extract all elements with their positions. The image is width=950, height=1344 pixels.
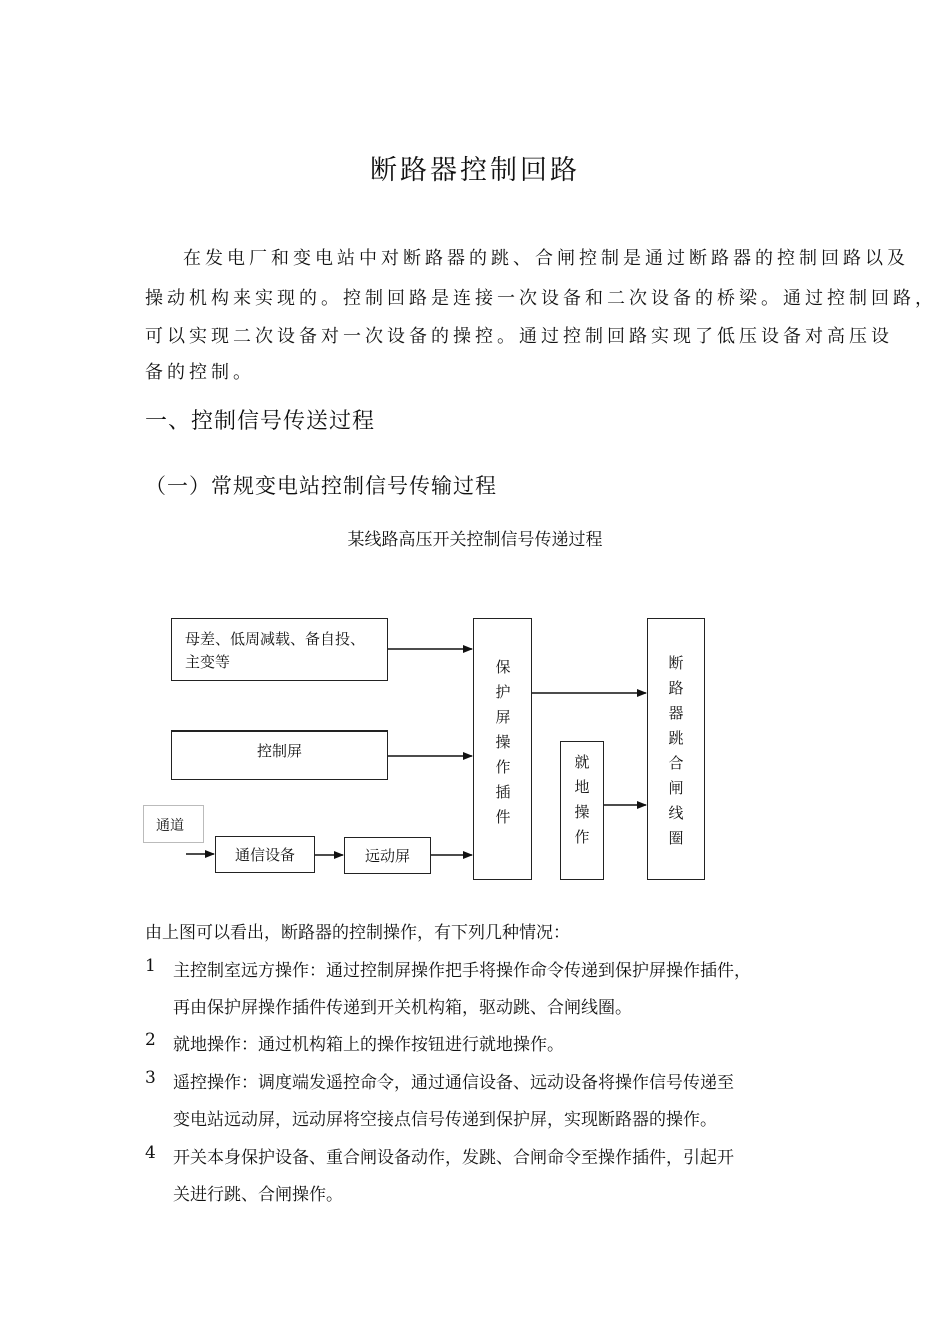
intro-line: 操动机构来实现的。控制回路是连接一次设备和二次设备的桥梁。通过控制回路， [145, 288, 937, 309]
list-item-line: 再由保护屏操作插件传递到开关机构箱，驱动跳、合闸线圈。 [173, 998, 632, 1018]
subsection-heading: （一）常规变电站控制信号传输过程 [145, 474, 497, 498]
local-operation-label: 就地操作 [574, 753, 590, 846]
list-item-line: 关进行跳、合闸操作。 [173, 1185, 343, 1205]
comm-device-label: 通信设备 [234, 846, 295, 864]
summary-text: 由上图可以看出，断路器的控制操作，有下列几种情况： [145, 923, 570, 943]
control-screen-label: 控制屏 [256, 742, 302, 760]
list-item-number: 2 [145, 1030, 156, 1050]
comm-device-box [215, 836, 315, 873]
protection-sources-label-1: 母差、低周减载、备自投、 [185, 630, 366, 648]
rtu-screen-label: 远动屏 [364, 847, 410, 865]
list-item-number: 1 [145, 956, 156, 976]
list-item-line: 就地操作：通过机构箱上的操作按钮进行就地操作。 [173, 1035, 564, 1055]
diagram-caption: 某线路高压开关控制信号传递过程 [347, 530, 603, 550]
intro-line: 可以实现二次设备对一次设备的操控。通过控制回路实现了低压设备对高压设 [145, 326, 893, 347]
list-item-line: 开关本身保护设备、重合闸设备动作，发跳、合闸命令至操作插件，引起开 [173, 1148, 734, 1168]
intro-line: 在发电厂和变电站中对断路器的跳、合闸控制是通过断路器的控制回路以及 [183, 248, 909, 269]
operation-plugin-label: 保护屏操作插件 [495, 658, 511, 826]
local-operation-box [560, 741, 604, 880]
operation-plugin-box [473, 618, 532, 880]
rtu-screen-box [344, 837, 431, 874]
list-item-number: 4 [145, 1143, 156, 1163]
protection-sources-box [171, 618, 388, 681]
breaker-coil-label: 断路器跳合闸线圈 [668, 654, 684, 847]
intro-line: 备的控制。 [145, 362, 255, 383]
breaker-coil-box [647, 618, 705, 880]
list-item-line: 遥控操作：调度端发遥控命令，通过通信设备、远动设备将操作信号传递至 [173, 1073, 734, 1093]
page-title: 断路器控制回路 [370, 155, 580, 186]
channel-label: 通道 [156, 818, 184, 834]
list-item-line: 变电站远动屏，远动屏将空接点信号传递到保护屏，实现断路器的操作。 [173, 1110, 717, 1130]
protection-sources-label-2: 主变等 [185, 653, 231, 671]
list-item-number: 3 [145, 1068, 156, 1088]
list-item-line: 主控制室远方操作：通过控制屏操作把手将操作命令传递到保护屏操作插件， [173, 961, 751, 981]
section-heading: 一、控制信号传送过程 [145, 409, 376, 434]
control-screen-box [171, 730, 388, 780]
channel-box [143, 805, 204, 843]
